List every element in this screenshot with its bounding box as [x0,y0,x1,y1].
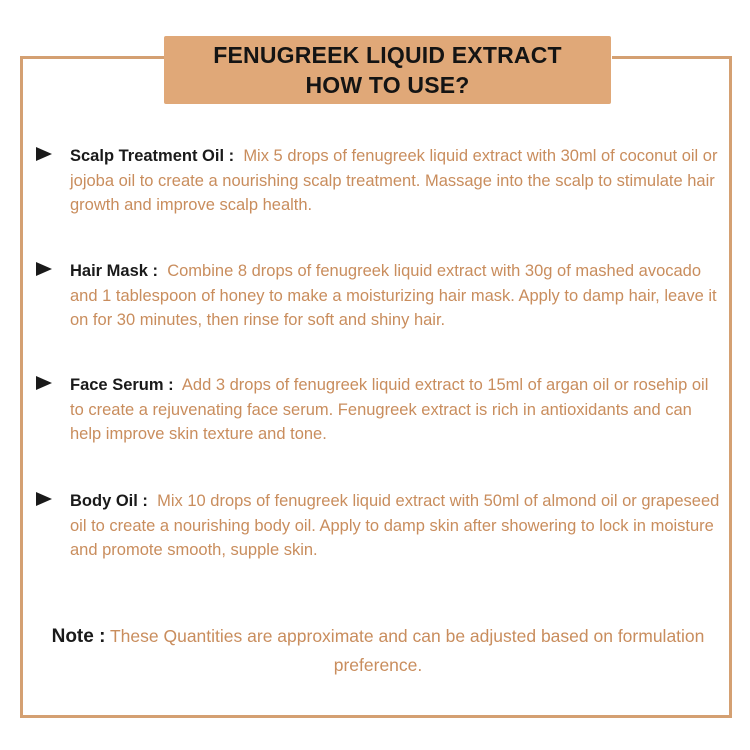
usage-item-description: Add 3 drops of fenugreek liquid extract to 15ml of argan oil or rosehip oil to create a rejuvenating face serum. Fenugreek extract is rich in antioxidants and can help improve skin texture and tone. [70,376,709,443]
arrow-bullet-icon [36,147,52,161]
note-section [40,622,716,679]
usage-item-description: Mix 10 drops of fenugreek liquid extract with 50ml of almond oil or grapeseed oil to create a nourishing body oil. Apply to damp skin after showering to lock in moisture and promote smooth, supple skin. [70,492,720,559]
title-line-1: FENUGREEK LIQUID EXTRACT [213,42,562,68]
frame-right-border [729,56,732,718]
usage-item-text [70,489,726,563]
note-label: Note : [51,626,106,647]
title-banner [164,36,611,104]
usage-item-description: Combine 8 drops of fenugreek liquid extract with 30g of mashed avocado and 1 tablespoon of honey to make a moisturizing hair mask. Apply to damp hair, leave it on for 30 minutes, then rinse for soft and shiny hair. [70,262,717,329]
usage-item-label: Hair Mask : [70,262,159,280]
usage-item-text [70,144,726,218]
usage-item-label: Scalp Treatment Oil : [70,147,235,165]
usage-item-label: Face Serum : [70,376,174,394]
usage-item-text [70,259,726,333]
title-line-2: HOW TO USE? [305,72,470,98]
frame-bottom-border [20,715,732,718]
arrow-bullet-icon [36,262,52,276]
usage-item-description: Mix 5 drops of fenugreek liquid extract with 30ml of coconut oil or jojoba oil to create a nourishing scalp treatment. Massage into the scalp to stimulate hair growth and improve scalp health. [70,147,718,214]
usage-item-label: Body Oil : [70,492,148,510]
frame-top-right-border [612,56,732,59]
frame-left-border [20,56,23,718]
note-text: These Quantities are approximate and can be adjusted based on formulation preference. [109,626,705,675]
arrow-bullet-icon [36,376,52,390]
frame-top-left-border [20,56,166,59]
arrow-bullet-icon [36,492,52,506]
usage-item-text [70,373,726,447]
